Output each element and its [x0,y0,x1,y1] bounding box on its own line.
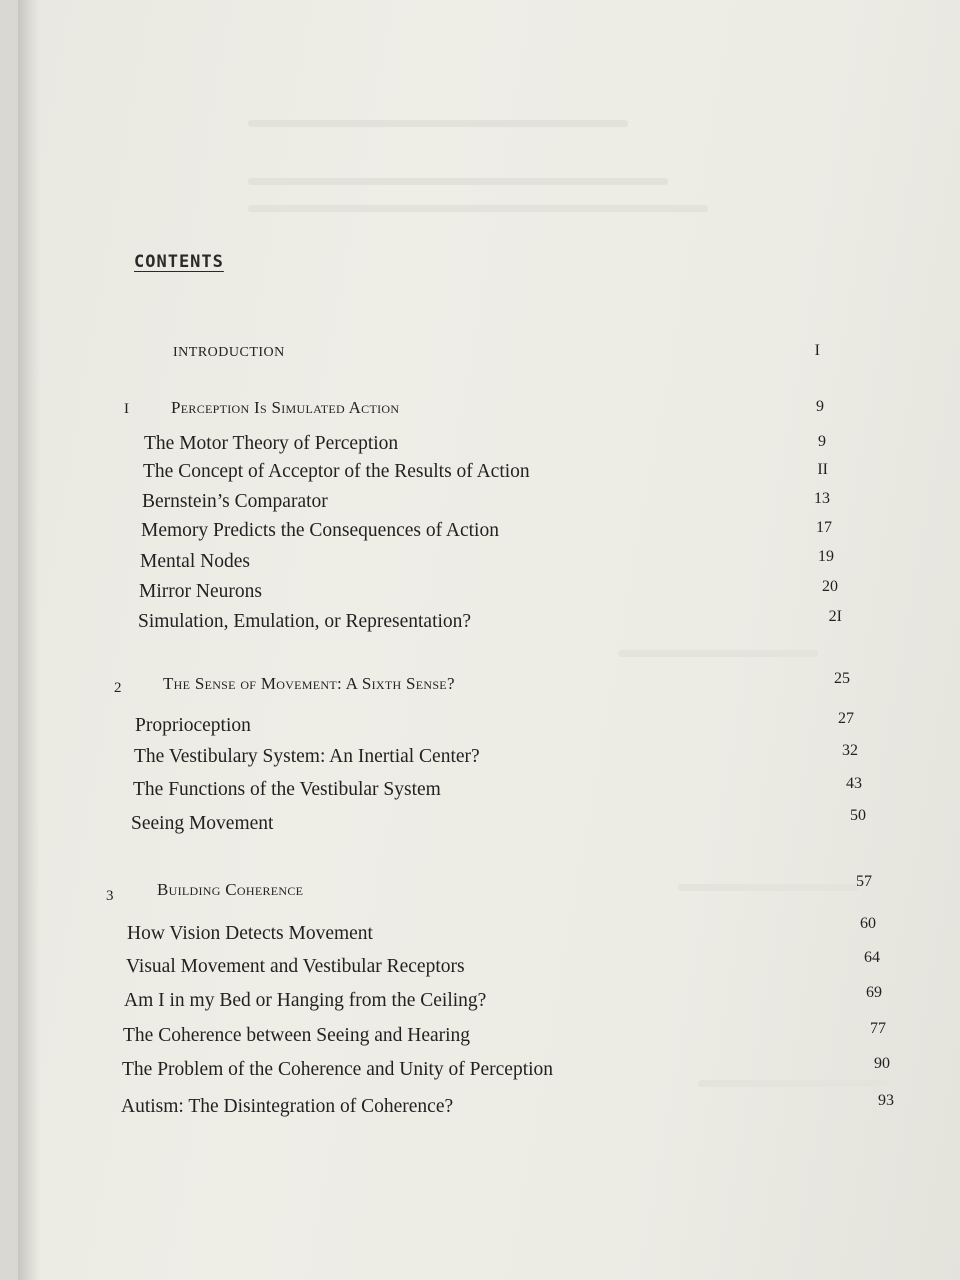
toc-section-page: 2I [828,608,842,625]
toc-section-page: 20 [822,578,838,595]
book-page [18,0,960,1280]
chapter-page: 25 [834,670,850,687]
toc-section-title: Memory Predicts the Consequences of Action [141,520,499,541]
toc-section-page: 13 [814,490,830,507]
chapter-title: Building Coherence [157,880,304,899]
chapter-number: I [124,401,129,417]
toc-section-page: 27 [838,710,854,727]
toc-section-title: The Problem of the Coherence and Unity of Perception [122,1059,554,1080]
toc-section-page: 60 [860,915,876,932]
toc-section-page: 17 [816,519,832,536]
toc-section-page: 43 [846,775,862,792]
toc-section-title: The Concept of Acceptor of the Results of Action [143,461,530,482]
toc-section-title: Mental Nodes [140,551,250,572]
toc-section-title: Mirror Neurons [139,581,262,602]
gutter-shadow [18,0,40,1280]
contents-heading: CONTENTS [134,252,224,272]
toc-section-title: Bernstein’s Comparator [142,491,328,512]
chapter-title: The Sense of Movement: A Sixth Sense? [163,674,455,693]
toc-section-page: II [817,461,828,478]
toc-section-title: Am I in my Bed or Hanging from the Ceiling? [124,990,487,1011]
toc-section-page: 19 [818,548,834,565]
toc-section-title: The Functions of the Vestibular System [133,779,441,800]
chapter-page: 57 [856,873,872,890]
toc-section-page: 32 [842,742,858,759]
toc-section-title: The Coherence between Seeing and Hearing [123,1025,471,1046]
toc-section-page: 9 [818,433,826,450]
toc-section-title: The Vestibulary System: An Inertial Center? [134,746,480,767]
toc-section-page: 77 [870,1020,886,1037]
toc-section-title: Simulation, Emulation, or Representation? [138,611,472,632]
toc-section-page: 64 [864,949,880,966]
toc-section-title: Seeing Movement [131,813,274,834]
chapter-number: 3 [106,888,114,904]
toc-section-title: Proprioception [135,715,251,736]
toc-section-page: 93 [878,1092,894,1109]
chapter-number: 2 [114,680,122,696]
toc-section-title: Visual Movement and Vestibular Receptors [126,956,465,977]
toc-introduction-title: INTRODUCTION [173,345,285,360]
chapter-title: Perception Is Simulated Action [171,398,400,417]
toc-introduction-page: I [814,342,820,359]
toc-section-title: How Vision Detects Movement [127,923,373,944]
toc-section-page: 69 [866,984,882,1001]
toc-section-title: Autism: The Disintegration of Coherence? [121,1096,454,1117]
toc-section-title: The Motor Theory of Perception [144,433,399,454]
toc-section-page: 90 [874,1055,890,1072]
chapter-page: 9 [816,398,824,415]
toc-section-page: 50 [850,807,866,824]
